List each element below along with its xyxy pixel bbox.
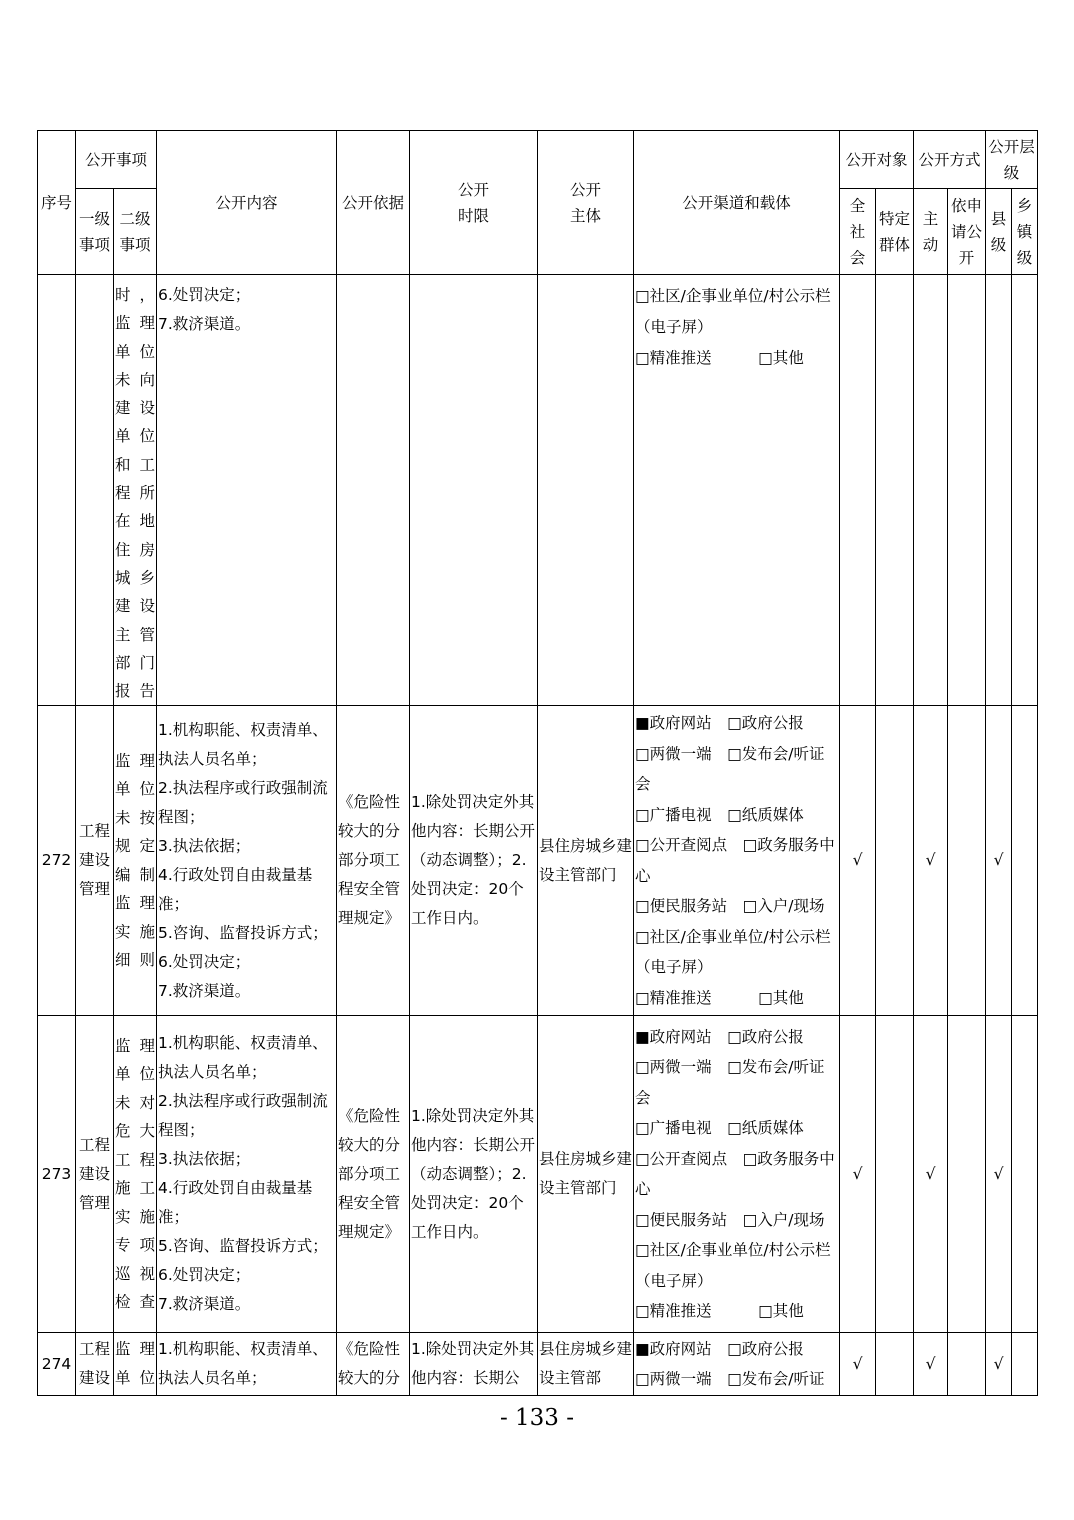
header-whole-society: 全 社 会 [840,189,876,275]
cell-seq: 272 [38,706,76,1016]
cell-basis: 《危险性较大的分部分项工程安全管理规定》 [337,706,410,1016]
cell-basis [337,275,410,706]
page-number: - 133 - [499,1405,575,1431]
header-item-group: 公开事项 [76,131,157,189]
cell-seq: 273 [38,1016,76,1333]
cell-level2: 监理单位未按规定编制监理实施细则 [114,706,157,1016]
header-time-limit: 公开 时限 [410,131,538,275]
table-row [38,275,1038,706]
cell-proactive [914,275,948,706]
cell-county [986,275,1012,706]
cell-level2: 时，监理单位未向建设单位和工程所在地住房城乡建设主管部门报告 [114,275,157,706]
cell-basis: 《危险性较大的分部分项工程安全管理规定》 [337,1016,410,1333]
header-township: 乡 镇 级 [1012,189,1038,275]
cell-proactive: √ [914,1016,948,1333]
header-basis: 公开依据 [337,131,410,275]
table-row [38,706,1038,1016]
cell-on-request [948,275,986,706]
header-subject: 公开 主体 [538,131,634,275]
cell-proactive: √ [914,706,948,1016]
cell-township [1012,275,1038,706]
header-level1: 一级事项 [76,189,114,275]
cell-whole-society: √ [840,1333,876,1396]
cell-county: √ [986,1016,1012,1333]
table-row [38,1016,1038,1333]
cell-time-limit: 1.除处罚决定外其他内容：长期公开（动态调整）；2.处罚决定：20个工作日内。 [410,1016,538,1333]
header-seq: 序号 [38,131,76,275]
header-proactive: 主 动 [914,189,948,275]
cell-level2: 监理单位 [114,1333,157,1396]
table-row [38,1333,1038,1396]
cell-specific-group [876,275,914,706]
cell-subject: 县住房城乡建设主管部 [538,1333,634,1396]
cell-seq [38,275,76,706]
cell-specific-group [876,706,914,1016]
cell-channels: □社区/企事业单位/村公示栏（电子屏） □精准推送 □其他 [634,275,840,706]
cell-proactive: √ [914,1333,948,1396]
cell-county: √ [986,706,1012,1016]
cell-time-limit: 1.除处罚决定外其他内容：长期公 [410,1333,538,1396]
header-specific-group: 特定 群体 [876,189,914,275]
header-on-request: 依申 请公 开 [948,189,986,275]
cell-whole-society: √ [840,1016,876,1333]
cell-content: 1.机构职能、权责清单、执法人员名单； 2.执法程序或行政强制流程图； 3.执法依据； 4.行政处罚自由裁量基准； 5.咨询、监督投诉方式； 6.处罚决定； 7.救济渠道。 [157,706,337,1016]
cell-on-request [948,1333,986,1396]
cell-whole-society: √ [840,706,876,1016]
cell-level1 [76,275,114,706]
cell-township [1012,1333,1038,1396]
cell-on-request [948,706,986,1016]
cell-level2: 监理单位未对危大工程施工实施专项巡视检查 [114,1016,157,1333]
cell-on-request [948,1016,986,1333]
header-content: 公开内容 [157,131,337,275]
cell-time-limit [410,275,538,706]
cell-county: √ [986,1333,1012,1396]
cell-subject: 县住房城乡建设主管部门 [538,1016,634,1333]
header-level-group: 公开层 级 [986,131,1038,189]
cell-subject [538,275,634,706]
cell-time-limit: 1.除处罚决定外其他内容：长期公开（动态调整）；2.处罚决定：20个工作日内。 [410,706,538,1016]
cell-level1: 工程建设管理 [76,1016,114,1333]
cell-content: 1.机构职能、权责清单、执法人员名单； [157,1333,337,1396]
cell-content: 6.处罚决定； 7.救济渠道。 [157,275,337,706]
cell-level1: 工程建设 [76,1333,114,1396]
cell-subject: 县住房城乡建设主管部门 [538,706,634,1016]
cell-specific-group [876,1333,914,1396]
disclosure-table [37,130,1038,1396]
header-channels: 公开渠道和载体 [634,131,840,275]
cell-whole-society [840,275,876,706]
header-county: 县 级 [986,189,1012,275]
header-level2: 二级事项 [114,189,157,275]
header-object-group: 公开对象 [840,131,914,189]
cell-specific-group [876,1016,914,1333]
cell-content: 1.机构职能、权责清单、执法人员名单； 2.执法程序或行政强制流程图； 3.执法依据； 4.行政处罚自由裁量基准； 5.咨询、监督投诉方式； 6.处罚决定； 7.救济渠道。 [157,1016,337,1333]
cell-channels: ■政府网站 □政府公报 □两微一端 □发布会/听证 [634,1333,840,1396]
header-method-group: 公开方式 [914,131,986,189]
cell-channels: ■政府网站 □政府公报 □两微一端 □发布会/听证会 □广播电视 □纸质媒体 □公开查阅点 □政务服务中心 □便民服务站 □入户/现场 □社区/企事业单位/村公示栏（电子屏） □精准推送 □其他 [634,1016,840,1333]
cell-township [1012,706,1038,1016]
cell-seq: 274 [38,1333,76,1396]
cell-channels: ■政府网站 □政府公报 □两微一端 □发布会/听证会 □广播电视 □纸质媒体 □公开查阅点 □政务服务中心 □便民服务站 □入户/现场 □社区/企事业单位/村公示栏（电子屏） □精准推送 □其他 [634,706,840,1016]
cell-level1: 工程建设管理 [76,706,114,1016]
cell-basis: 《危险性较大的分 [337,1333,410,1396]
cell-township [1012,1016,1038,1333]
